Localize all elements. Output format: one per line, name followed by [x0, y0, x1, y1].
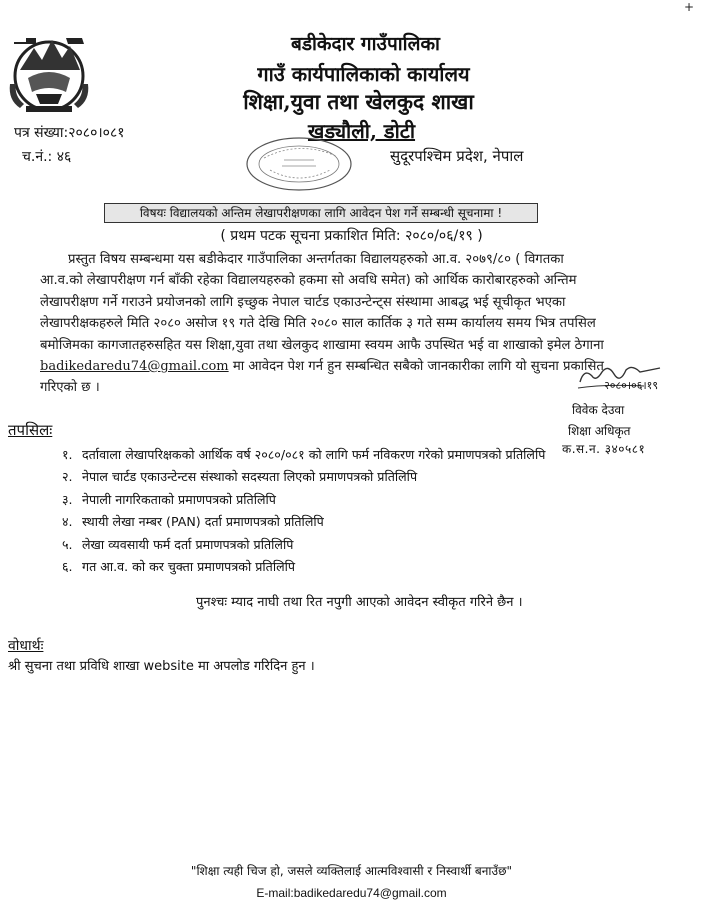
list-item — [62, 511, 622, 533]
bodharth-heading: वोधार्थः — [8, 638, 44, 654]
list-number: १. — [62, 447, 73, 462]
corner-registration-mark: + — [684, 0, 695, 14]
dispatch-number: च.नं.: ४६ — [22, 149, 72, 165]
list-text: लेखा व्यवसायी फर्म दर्ता प्रमाणपत्रको प्रतिलिपि — [82, 536, 294, 552]
notice-body — [40, 249, 640, 399]
bodharth-line: श्री सुचना तथा प्रविधि शाखा website मा अपलोड गरिदिन हुन । — [8, 659, 315, 674]
list-number: ६. — [62, 558, 73, 574]
list-text: दर्तावाला लेखापरिक्षकको आर्थिक वर्ष २०८०/०८१ को लागि फर्म नविकरण गरेको प्रमाणपत्रको प्रतिलिपि — [82, 447, 546, 462]
email-link[interactable]: badikedaredu74@gmail.com — [40, 358, 229, 374]
body-line: प्रस्तुत विषय सम्बन्धमा यस बडीकेदार गाउँपालिका अन्तर्गतका विद्यालयहरुको आ.व. २०७९/८० ( विगतका — [68, 252, 564, 267]
footer-email[interactable]: E-mail:badikedaredu74@gmail.com — [256, 886, 447, 900]
list-number: ३. — [62, 491, 73, 507]
list-number: ५. — [62, 536, 73, 552]
list-text: गत आ.व. को कर चुक्ता प्रमाणपत्रको प्रतिलिपि — [82, 558, 296, 574]
office-name: गाउँ कार्यपालिकाको कार्यालय — [257, 62, 470, 86]
notice-subject: विषयः विद्यालयको अन्तिम लेखापरीक्षणका लागि आवेदन पेश गर्ने सम्बन्धी सूचनामा ! — [104, 203, 538, 223]
body-line: लेखापरीक्षकहरुले मिति २०८० असोज १९ गते देखि मिति २०८० साल कार्तिक ३ गते सम्म कार्यालय समय भित्र तपसिल — [40, 316, 596, 332]
list-item — [62, 556, 622, 578]
tapsil-list — [62, 444, 622, 578]
footer-quote: "शिक्षा त्यही चिज हो, जसले व्यक्तिलाई आत्मविश्वासी र निस्वार्थी बनाउँछ" — [190, 864, 513, 878]
office-round-stamp-icon — [244, 136, 354, 192]
list-item — [62, 489, 622, 511]
list-number: २. — [62, 469, 73, 485]
list-text: नेपाल चार्टड एकाउन्टेन्टस संस्थाको सदस्यता लिएको प्रमाणपत्रको प्रतिलिपि — [82, 469, 418, 485]
tapsil-heading: तपसिलः — [8, 421, 53, 439]
body-line: बमोजिमका कागजातहरुसहित यस शिक्षा,युवा तथा खेलकुद शाखामा स्वयम आफै उपस्थित भई वा शाखाको इमेल ठेगाना — [40, 337, 604, 353]
postscript-note: पुनश्चः म्याद नाघी तथा रित नपुगी आएको आवेदन स्वीकृत गरिने छैन । — [196, 595, 523, 610]
signature-date: २०८०।०६।१९ — [604, 379, 659, 392]
body-line: आ.व.को लेखापरीक्षण गर्न बाँकी रहेका विद्यालयहरुको हकमा सो अवधि समेत) को आर्थिक कारोबारहरुको अन्तिम — [40, 273, 577, 289]
province-name: सुदूरपश्चिम प्रदेश, नेपाल — [390, 147, 524, 165]
section-name: शिक्षा,युवा तथा खेलकुद शाखा — [243, 89, 474, 114]
signatory-name: विवेक देउवा — [572, 403, 625, 417]
notice-publication-date: ( प्रथम पटक सूचना प्रकाशित मिति: २०८०/०६/१९ ) — [220, 228, 483, 244]
list-text: नेपाली नागरिकताको प्रमाणपत्रको प्रतिलिपि — [82, 491, 276, 507]
municipality-name: बडीकेदार गाउँपालिका — [291, 33, 440, 55]
signatory-title: शिक्षा अधिकृत — [568, 424, 631, 438]
body-line: गरिएको छ । — [40, 380, 100, 396]
letter-number: पत्र संख्या:२०८०।०८१ — [14, 125, 125, 141]
list-text: स्थायी लेखा नम्बर (PAN) दर्ता प्रमाणपत्रको प्रतिलिपि — [82, 514, 324, 530]
list-item — [62, 534, 622, 556]
list-item — [62, 466, 622, 488]
body-line: लेखापरीक्षण गर्ने गराउने प्रयोजनको लागि इच्छुक नेपाल चार्टड एकाउन्टेन्ट्स संस्थामा आबद्ध भई सूचीकृत भएका — [40, 294, 566, 310]
office-location: खड्यौली, डोटी — [307, 119, 416, 143]
list-item — [62, 444, 622, 466]
list-number: ४. — [62, 514, 73, 530]
body-line — [40, 356, 640, 377]
signatory-id: क.स.न. ३४०५८१ — [562, 442, 646, 456]
body-line-rest: मा आवेदन पेश गर्न हुन सम्बन्धित सबैको जानकारीका लागि यो सुचना प्रकासित — [228, 358, 604, 374]
